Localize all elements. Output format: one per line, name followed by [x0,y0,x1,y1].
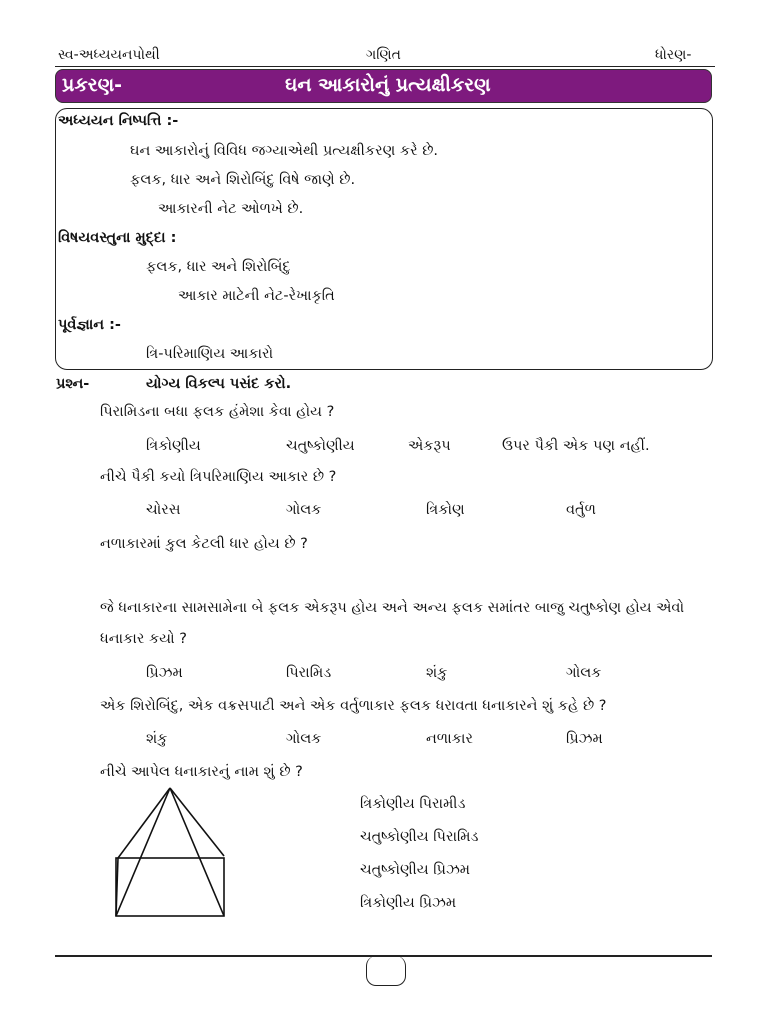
q5-option-1: શંકુ [146,731,168,747]
question-1: પિરામિડના બધા ફલક હંમેશા કેવા હોય ? [100,404,335,420]
q4-option-3: શંકુ [426,665,448,681]
header-rule [55,66,715,67]
q6-option-1: ત્રિકોણીય પિરામીડ [360,796,466,812]
question-5: એક શિરોબિંદુ, એક વક્રસપાટી અને એક વર્તુળાકાર ફલક ધરાવતા ધનાકારને શું કહે છે ? [100,698,607,714]
q4-option-1: પ્રિઝમ [146,665,183,681]
point-1: ફલક, ધાર અને શિરોબિંદુ [146,259,291,275]
header-center: ગણિત [366,47,401,63]
page-number-box [366,956,406,986]
header-right: ધોરણ- [655,47,692,63]
chapter-banner [55,69,712,103]
chapter-title: ઘન આકારોનું પ્રત્યક્ષીકરણ [285,74,491,96]
q6-option-4: ત્રિકોણીય પ્રિઝમ [360,895,457,911]
q2-option-1: ચોરસ [146,502,181,518]
q1-option-4: ઉપર પૈકી એક પણ નહીં. [502,438,650,454]
q6-option-2: ચતુષ્કોણીય પિરામિડ [360,829,479,845]
prior-heading: પૂર્વજ્ઞાન :- [58,317,121,333]
q2-option-2: ગોલક [286,502,322,518]
square-pyramid-figure [110,782,240,922]
question-4-cont: ધનાકાર કયો ? [100,631,187,647]
q2-option-3: ત્રિકોણ [426,502,465,518]
question-instruction: યોગ્ય વિકલ્પ પસંદ કરો. [146,376,292,392]
outcome-2: ફલક, ધાર અને શિરોબિંદુ વિષે જાણે છે. [130,172,356,188]
q2-option-4: વર્તુળ [566,502,596,518]
q1-option-3: એકરૂપ [408,438,451,454]
header-left: સ્વ-અધ્યયનપોથી [58,47,160,63]
question-6: નીચે આપેલ ધનાકારનું નામ શું છે ? [100,764,303,780]
points-heading: વિષયવસ્તુના મુદ્દા : [58,230,177,246]
q4-option-4: ગોલક [566,665,602,681]
q5-option-3: નળાકાર [426,731,473,747]
question-label: પ્રશ્ન- [56,376,90,392]
q5-option-2: ગોલક [286,731,322,747]
q4-option-2: પિરામિડ [286,665,332,681]
q1-option-1: ત્રિકોણીય [146,438,201,454]
question-3: નળાકારમાં કુલ કેટલી ધાર હોય છે ? [100,536,308,552]
q1-option-2: ચતુષ્કોણીય [286,438,355,454]
question-4: જે ધનાકારના સામસામેના બે ફલક એકરૂપ હોય અને અન્ય ફલક સમાંતર બાજુ ચતુષ્કોણ હોય એવો [100,600,685,616]
outcomes-heading: અધ્યયન નિષ્પત્તિ :- [58,113,179,129]
outcome-3: આકારની નેટ ઓળખે છે. [158,201,304,217]
prior-item: ત્રિ-પરિમાણિય આકારો [146,346,274,362]
q6-option-3: ચતુષ્કોણીય પ્રિઝમ [360,862,471,878]
question-2: નીચે પૈકી કયો ત્રિપરિમાણિય આકાર છે ? [100,469,337,485]
chapter-label: પ્રકરણ- [62,74,123,96]
q5-option-4: પ્રિઝમ [566,731,603,747]
outcome-1: ઘન આકારોનું વિવિધ જગ્યાએથી પ્રત્યક્ષીકરણ કરે છે. [130,143,439,159]
point-2: આકાર માટેની નેટ-રેખાકૃતિ [178,288,335,304]
